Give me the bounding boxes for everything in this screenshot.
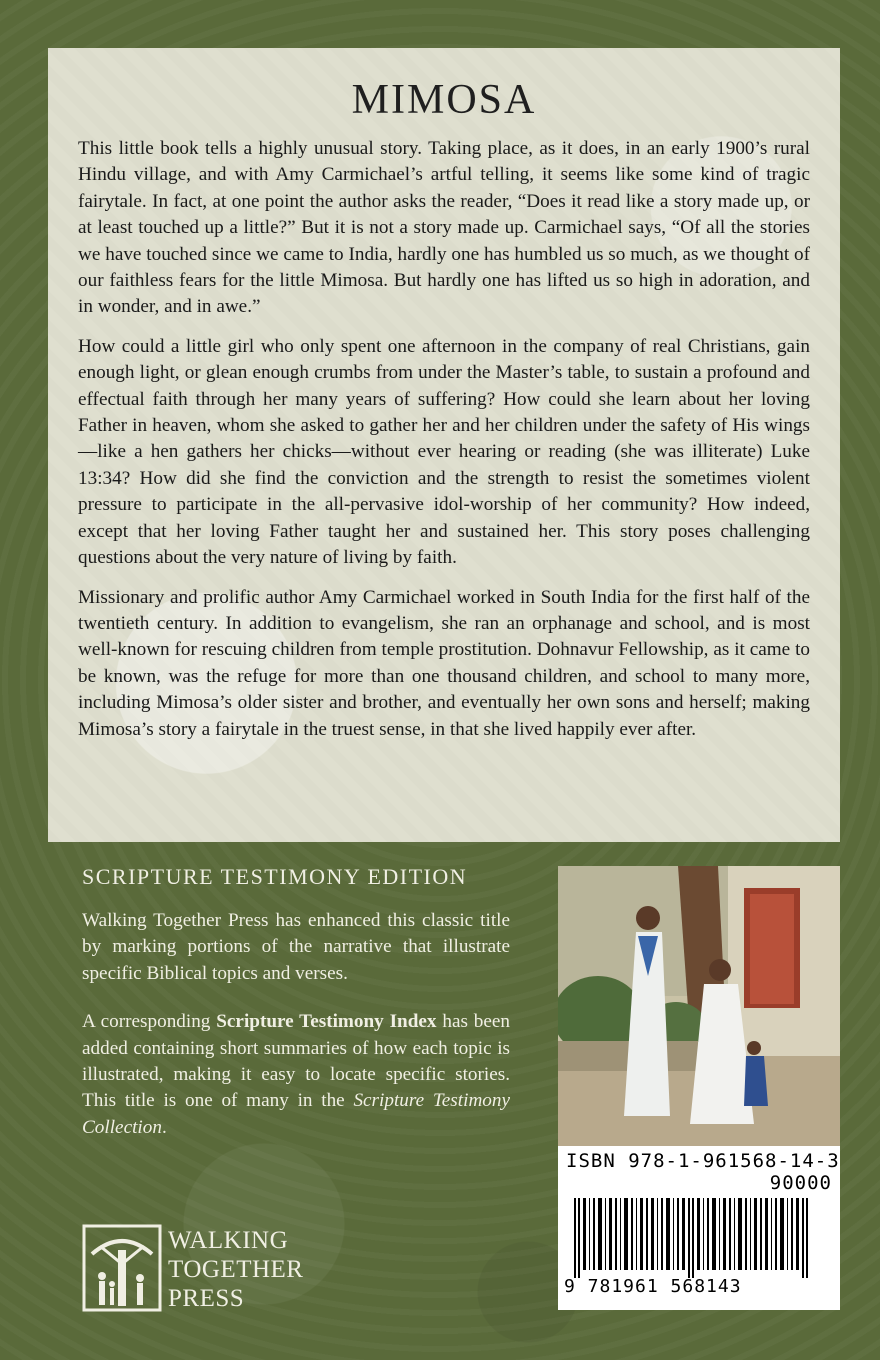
photo-illustration bbox=[558, 866, 840, 1146]
description-paragraph-1: This little book tells a highly unusual story. Taking place, as it does, in an early 1900’s rural Hindu village, and with Amy Carmichael’s artful telling, it seems like some kind of tragic fairytale. In fact, at one point the author asks the reader, “Does it read like a story made up, or at least touched up a little?” But it is not a story made up. Carmichael says, “Of all the stories we have touched since we came to India, hardly one has humbled us so much, as we thought of our faithless fears for the little Mimosa. But hardly one has lifted us so high in adoration, and in wonder, and in awe.” bbox=[78, 138, 810, 318]
publisher-line-1: WALKING bbox=[168, 1227, 289, 1254]
scripture-index-label: Scripture Testimony Index bbox=[216, 1011, 437, 1033]
price-addon: 90000 bbox=[769, 1172, 832, 1194]
edition-para2-middle: has been added containing short summaries of how each topic is illustrated, making it easy to locate specific stories. This title is one of many in the bbox=[82, 1011, 510, 1112]
tree-people-logo-icon bbox=[82, 1224, 162, 1312]
book-title: MIMOSA bbox=[351, 77, 537, 123]
collection-name: Scripture Testimony Collection bbox=[82, 1090, 510, 1138]
publisher-logo bbox=[82, 1224, 342, 1316]
isbn-label: ISBN 978-1-961568-14-3 bbox=[566, 1150, 840, 1172]
isbn-barcode bbox=[558, 1146, 840, 1310]
publisher-line-3: PRESS bbox=[168, 1285, 245, 1312]
description-panel bbox=[48, 48, 840, 842]
ean-number: 9 781961 568143 bbox=[564, 1276, 742, 1297]
edition-para2-start: A corresponding bbox=[82, 1011, 217, 1033]
barcode-bars bbox=[572, 1198, 828, 1278]
publisher-name bbox=[168, 1226, 303, 1313]
edition-section bbox=[82, 864, 510, 1163]
edition-paragraph-2 bbox=[82, 1009, 510, 1141]
edition-paragraph-1: Walking Together Press has enhanced this classic title by marking portions of the narrative that illustrate specific Biblical topics and verses. bbox=[82, 910, 510, 984]
description-paragraph-2: How could a little girl who only spent one afternoon in the company of real Christians, gain enough light, or glean enough crumbs from under the Master’s table, to sustain a profound and effectual faith through her many years of suffering? How could she learn about her loving Father in heaven, whom she asked to gather her and her children under the safety of His wings—like a hen gathers her chicks—without ever hearing or reading (she was illiterate) Luke 13:34? How did she find the conviction and the strength to resist the sometimes violent pressure to participate in the all-pervasive idol-worship of her community? How indeed, except that her loving Father taught her and sustained her. This story poses challenging questions about the very nature of living by faith. bbox=[78, 335, 810, 569]
description-paragraph-3: Missionary and prolific author Amy Carmichael worked in South India for the first half of the twentieth century. In addition to evangelism, she ran an orphanage and school, and is most well-known for rescuing children from temple prostitution. Dohnavur Fellowship, as it came to be known, was the refuge for more than one thousand children, and school to many more, including Mimosa’s older sister and brother, and eventually her own sons and herself; making Mimosa’s story a fairytale in the truest sense, in that she lived happily ever after. bbox=[78, 586, 810, 740]
edition-heading: SCRIPTURE TESTIMONY EDITION bbox=[82, 864, 468, 889]
publisher-line-2: TOGETHER bbox=[168, 1256, 304, 1283]
edition-para2-end: . bbox=[161, 1116, 167, 1138]
cover-photo bbox=[558, 866, 840, 1146]
